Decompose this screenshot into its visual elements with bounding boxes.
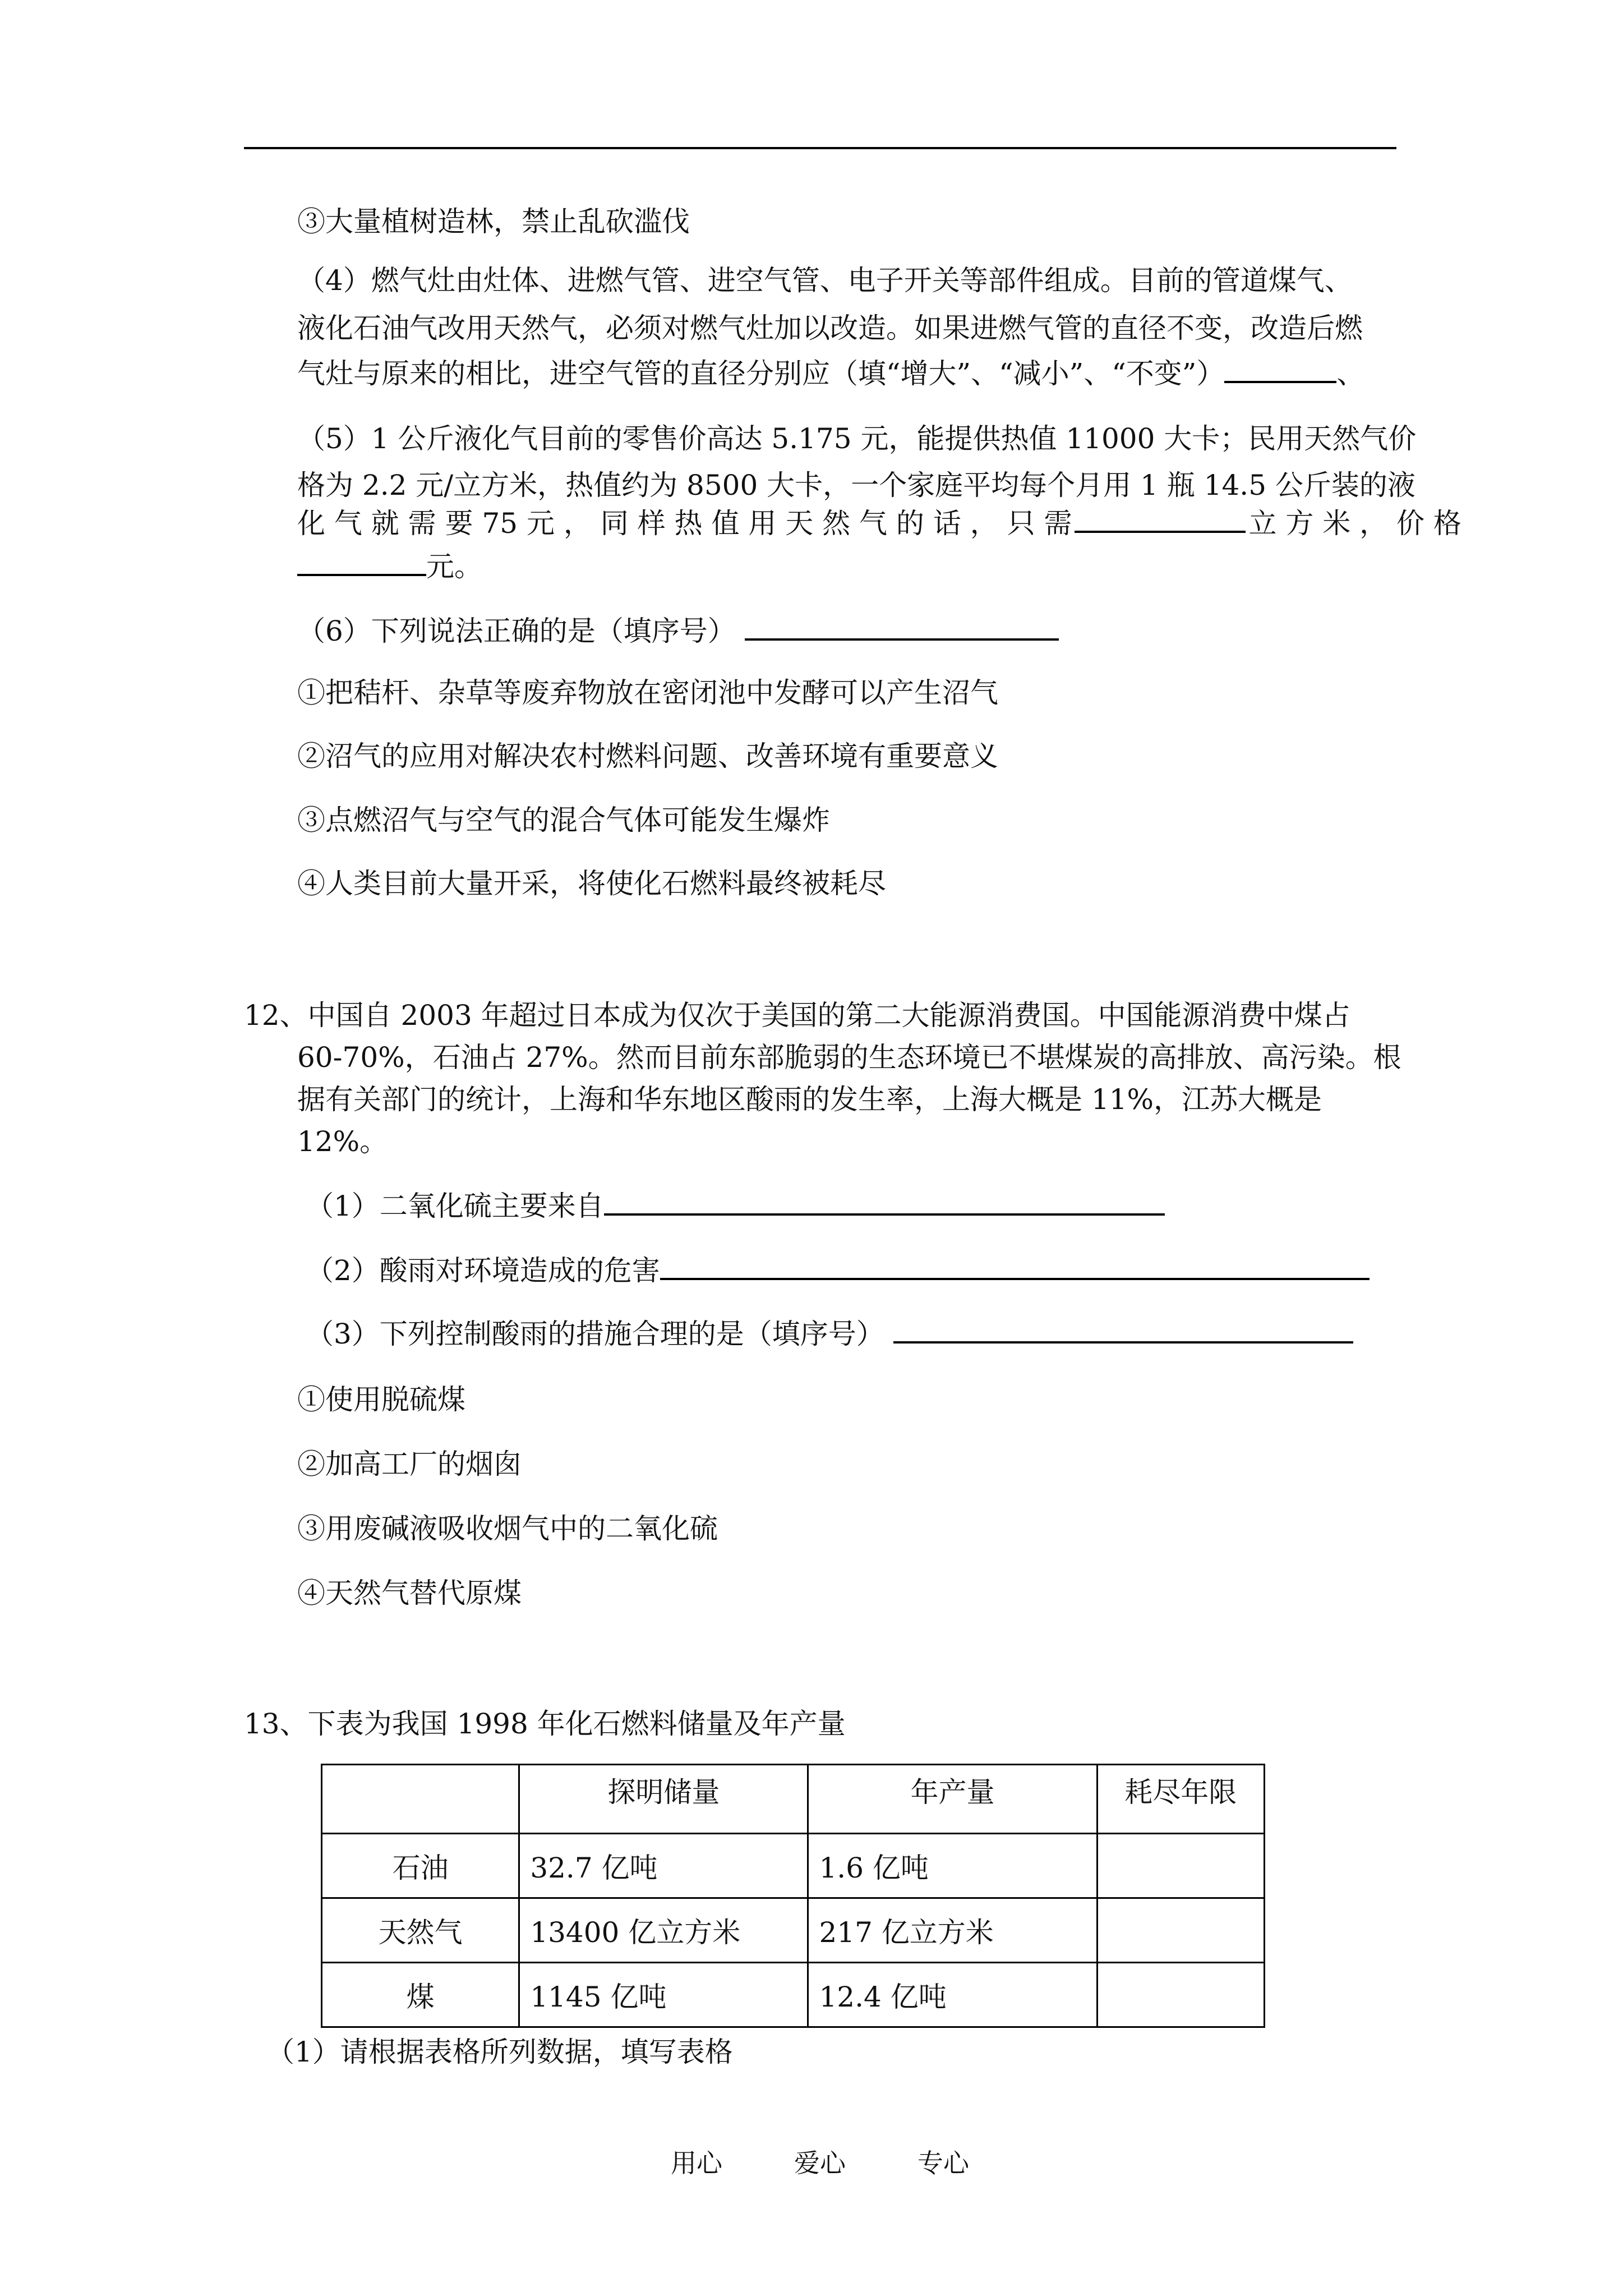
answer-blank-price[interactable] xyxy=(297,546,426,576)
answer-blank-q11-6[interactable] xyxy=(745,610,1059,641)
fuel-name-cell: 石油 xyxy=(322,1834,519,1898)
q11-p5-line3-end: 立 方 米 ， 价 格 xyxy=(1248,507,1461,540)
q11-item3: ③大量植树造林，禁止乱砍滥伐 xyxy=(297,205,690,238)
q13-sub1: （1）请根据表格所列数据，填写表格 xyxy=(266,2036,733,2068)
table-row xyxy=(322,1834,1265,1898)
header-rule xyxy=(244,147,1396,149)
production-cell: 12.4 亿吨 xyxy=(808,1963,1097,2027)
q11-p6-option-1: ①把秸杆、杂草等废弃物放在密闭池中发酵可以产生沼气 xyxy=(297,677,998,709)
q12-sub1-text: （1）二氧化硫主要来自 xyxy=(306,1190,604,1222)
q11-p4-line3-end: 、 xyxy=(1336,357,1365,390)
table-header-cell: 探明储量 xyxy=(519,1765,808,1834)
q12-option-3: ③用废碱液吸收烟气中的二氧化硫 xyxy=(297,1512,718,1545)
depletion-answer-cell[interactable] xyxy=(1097,1898,1264,1963)
table-row xyxy=(322,1963,1265,2027)
answer-blank-q12-3[interactable] xyxy=(893,1313,1353,1343)
reserve-cell: 13400 亿立方米 xyxy=(519,1898,808,1963)
q11-p6-option-2: ②沼气的应用对解决农村燃料问题、改善环境有重要意义 xyxy=(297,740,998,772)
production-cell: 1.6 亿吨 xyxy=(808,1834,1097,1898)
q13-title: 13、下表为我国 1998 年化石燃料储量及年产量 xyxy=(244,1708,846,1740)
fuel-name-cell: 煤 xyxy=(322,1963,519,2027)
q11-p6-prompt xyxy=(297,609,1059,654)
table-header-cell: 耗尽年限 xyxy=(1097,1765,1264,1834)
q11-p5-line3-text: 化 气 就 需 要 75 元 ， 同 样 热 值 用 天 然 气 的 话 ， 只 需 xyxy=(297,507,1072,540)
q11-p4-line1: （4）燃气灶由灶体、进燃气管、进空气管、电子开关等部件组成。目前的管道煤气、 xyxy=(297,264,1353,297)
q11-p5-line4 xyxy=(297,544,482,589)
q12-sub1 xyxy=(306,1184,1165,1228)
q11-p5-line1: （5）1 公斤液化气目前的零售价高达 5.175 元，能提供热值 11000 大卡；民用天然气价 xyxy=(297,422,1417,455)
answer-blank-volume[interactable] xyxy=(1075,503,1246,533)
q12-line3: 据有关部门的统计，上海和华东地区酸雨的发生率，上海大概是 11%，江苏大概是 xyxy=(297,1083,1322,1116)
q11-p5-line2: 格为 2.2 元/立方米，热值约为 8500 大卡，一个家庭平均每个月用 1 瓶 14.5 公斤装的液 xyxy=(297,469,1415,501)
table-header-row xyxy=(322,1765,1265,1834)
q12-option-4: ④天然气替代原煤 xyxy=(297,1577,522,1609)
q11-p4-line3-text: 气灶与原来的相比，进空气管的直径分别应（填“增大”、“减小”、“不变”） xyxy=(297,357,1225,390)
production-cell: 217 亿立方米 xyxy=(808,1898,1097,1963)
footer-word-1: 用心 xyxy=(671,2148,722,2178)
table-row xyxy=(322,1898,1265,1963)
q12-option-1: ①使用脱硫煤 xyxy=(297,1383,465,1416)
q12-sub3-text: （3）下列控制酸雨的措施合理的是（填序号） xyxy=(306,1318,884,1350)
reserve-cell: 1145 亿吨 xyxy=(519,1963,808,2027)
q11-p4-line3 xyxy=(297,351,1364,396)
q11-p6-option-3: ③点燃沼气与空气的混合气体可能发生爆炸 xyxy=(297,804,830,836)
table-header-cell: 年产量 xyxy=(808,1765,1097,1834)
q11-p5-line4-end: 元。 xyxy=(426,550,482,583)
q12-sub2 xyxy=(306,1248,1370,1293)
reserve-cell: 32.7 亿吨 xyxy=(519,1834,808,1898)
fossil-fuel-table xyxy=(321,1764,1265,2028)
table-header-cell xyxy=(322,1765,519,1834)
q12-sub2-text: （2）酸雨对环境造成的危害 xyxy=(306,1254,660,1287)
q11-p4-line2: 液化石油气改用天然气，必须对燃气灶加以改造。如果进燃气管的直径不变，改造后燃 xyxy=(297,312,1363,344)
q12-sub3 xyxy=(306,1312,1353,1356)
footer-word-2: 爱心 xyxy=(794,2148,846,2178)
q11-p6-option-4: ④人类目前大量开采，将使化石燃料最终被耗尽 xyxy=(297,867,886,900)
fuel-name-cell: 天然气 xyxy=(322,1898,519,1963)
q11-p5-line3 xyxy=(297,501,1461,546)
q12-line2: 60-70%，石油占 27%。然而目前东部脆弱的生态环境已不堪煤炭的高排放、高污染。根 xyxy=(297,1041,1401,1074)
q12-line1: 12、中国自 2003 年超过日本成为仅次于美国的第二大能源消费国。中国能源消费中煤占 xyxy=(244,999,1350,1032)
answer-blank-air-pipe[interactable] xyxy=(1224,353,1336,383)
q12-line4: 12%。 xyxy=(297,1125,388,1158)
footer-word-3: 专心 xyxy=(917,2148,969,2178)
q12-option-2: ②加高工厂的烟囱 xyxy=(297,1448,522,1480)
q11-p6-prompt-text: （6）下列说法正确的是（填序号） xyxy=(297,615,736,647)
depletion-answer-cell[interactable] xyxy=(1097,1963,1264,2027)
depletion-answer-cell[interactable] xyxy=(1097,1834,1264,1898)
answer-blank-so2-source[interactable] xyxy=(604,1185,1165,1216)
answer-blank-acid-rain-harm[interactable] xyxy=(660,1250,1370,1280)
